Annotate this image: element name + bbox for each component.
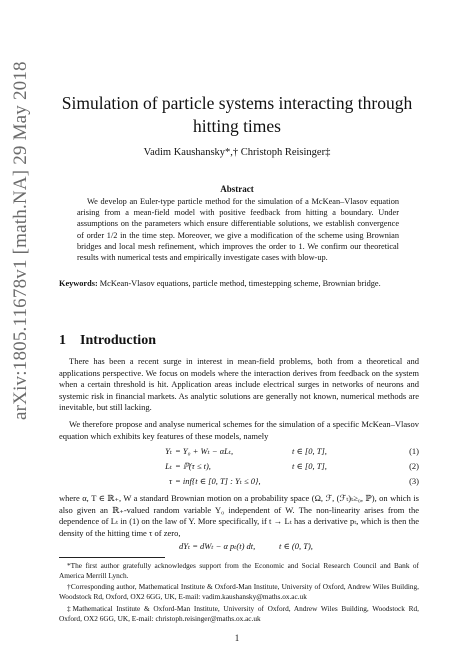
intro-paragraph-2: We therefore propose and analyse numerical schemes for the simulation of a specific McKean–Vlasov equation which exhibits key features of these models, namely [59, 419, 419, 441]
keywords-line [59, 278, 419, 289]
keywords-text: McKean-Vlasov equations, particle method, timestepping scheme, Brownian bridge. [97, 279, 381, 288]
author-list: Vadim Kaushansky*,† Christoph Reisinger‡ [143, 147, 331, 158]
keywords-label: Keywords: [59, 279, 98, 288]
abstract-heading: Abstract [220, 184, 254, 194]
equation-3 [59, 476, 419, 488]
equation-2 [59, 461, 419, 473]
footnote-rule [59, 557, 165, 558]
footnote-corresponding-author: †Corresponding author, Mathematical Institute & Oxford-Man Institute, University of Oxford, Andrew Wiles Building, Woodstock Rd, Oxford, OX2 6GG, UK, E-mail: vadim.kaushansky@maths.ox.ac.uk [59, 582, 419, 601]
equation-2-lhs: Lₜ [165, 461, 172, 471]
equation-1-rhs: = Y₀ + Wₜ − αLₜ, [175, 446, 234, 456]
equation-3-number: (3) [409, 476, 419, 486]
abstract-text: We develop an Euler-type particle method for the simulation of a McKean–Vlasov equation arising from a mean-field model with positive feedback from hitting a boundary. Under assumptions on the parameters which ensure differentiable solutions, we establish convergence of order 1/2 in the time step. Moreover, we give a modification of the scheme using Brownian bridges and local mesh refinement, which improves the order to 1. We confirm our theoretical results with numerical tests and empirically investigate cases with blow-up. [77, 197, 399, 263]
equation-dynamics-condition: t ∈ (0, T), [279, 541, 313, 551]
footnote-second-author: ‡Mathematical Institute & Oxford-Man Institute, University of Oxford, Andrew Wiles Building, Woodstock Rd, Oxford, OX2 6GG, UK, E-mail: christoph.reisinger@maths.ox.ac.uk [59, 604, 419, 623]
page-number: 1 [234, 633, 240, 643]
equation-3-rhs: = inf{t ∈ [0, T] : Yₜ ≤ 0}, [175, 476, 261, 486]
equation-dynamics [59, 541, 419, 553]
section-heading [59, 333, 156, 349]
equation-1-condition: t ∈ [0, T], [292, 446, 327, 456]
equation-3-lhs: τ [168, 476, 172, 486]
intro-paragraph-1: There has been a recent surge in interest in mean-field problems, both from a theoretical and applications perspective. We focus on models where the interaction derives from feedback on the system when a certain threshold is hit. Application areas include electrical surges in networks of neurons and systemic risk in financial markets. As analytic solutions are generally not known, numerical methods are inevitable, but still lacking. [59, 356, 419, 413]
section-title: Introduction [80, 333, 156, 348]
equation-1 [59, 446, 419, 458]
arxiv-identifier: arXiv:1805.11678v1 [math.NA] 29 May 2018 [10, 61, 31, 420]
equation-dynamics-main: dYₜ = dWₜ − α pₜ(t) dt, [179, 541, 256, 551]
equation-2-rhs: = ℙ(τ ≤ t), [175, 461, 211, 471]
equation-1-lhs: Yₜ [165, 446, 172, 456]
equation-2-condition: t ∈ [0, T], [292, 461, 327, 471]
equation-2-number: (2) [409, 461, 419, 471]
paper-title: Simulation of particle systems interacting through hitting times [61, 93, 413, 136]
equation-1-number: (1) [409, 446, 419, 456]
section-number: 1 [59, 333, 66, 348]
intro-paragraph-3: where α, T ∈ ℝ₊, W a standard Brownian motion on a probability space (Ω, ℱ, (ℱₜ)ₜ≥₀, ℙ), on which is also given an ℝ₊-valued random variable Y₀ independent of W. The non-linearity arises from the dependence of Lₜ in (1) on the law of Y. More specifically, if t → Lₜ has a derivative pₜ, which is then the density of the hitting time τ of zero, [59, 493, 419, 538]
footnote-funding: *The first author gratefully acknowledges support from the Economic and Social Research Council and Bank of America Merrill Lynch. [59, 561, 419, 580]
